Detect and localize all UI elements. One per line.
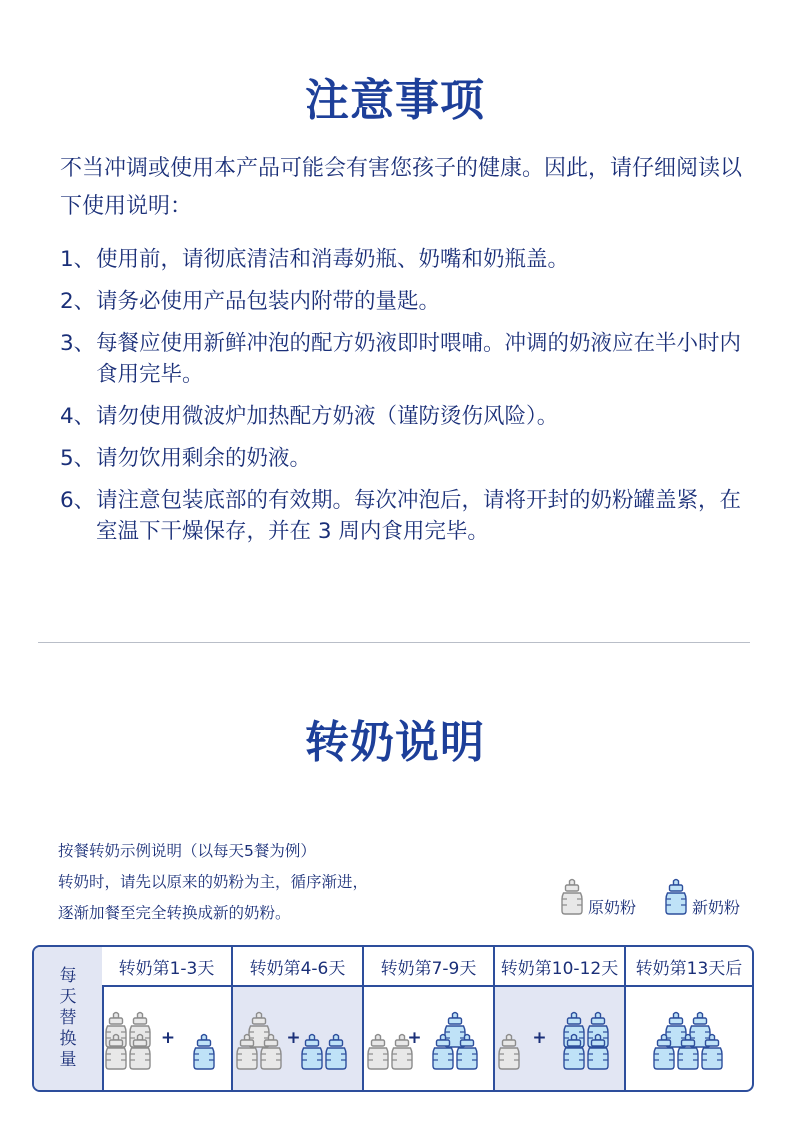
precautions-list: [60, 244, 750, 558]
precaution-text: 请勿使用微波炉加热配方奶液（谨防烫伤风险）。: [96, 404, 559, 429]
new-bottle-icon: [664, 872, 688, 918]
plus-sign: +: [286, 1028, 301, 1048]
row-header: [34, 947, 104, 1090]
transition-column: [102, 947, 233, 1090]
new-bottle-icon: [326, 1035, 346, 1070]
column-header: 转奶第10-12天: [495, 947, 624, 987]
legend-new-label: 新奶粉: [692, 898, 741, 917]
column-header: 转奶第13天后: [626, 947, 752, 987]
precautions-intro: 不当冲调或使用本产品可能会有害您孩子的健康。因此，请仔细阅读以下使用说明：: [60, 156, 743, 219]
plus-sign: +: [532, 1028, 547, 1048]
precaution-item: [60, 401, 750, 432]
precaution-item: [60, 244, 750, 275]
plus-sign: +: [160, 1028, 176, 1048]
transition-column: [233, 947, 364, 1090]
guide-line: 转奶时，请先以原来的奶粉为主，循序渐进，: [58, 873, 369, 891]
new-bottle-icon: [666, 880, 686, 915]
new-bottle-icon: [194, 1035, 214, 1070]
precaution-text: 请务必使用产品包装内附带的量匙。: [96, 289, 441, 314]
row-header-char: 量: [59, 1050, 77, 1070]
transition-column: [626, 947, 752, 1090]
column-header: 转奶第7-9天: [364, 947, 493, 987]
row-header-char: 天: [59, 987, 77, 1007]
transition-column: [495, 947, 626, 1090]
precautions-title: 注意事项: [305, 75, 485, 126]
precaution-number: 5、: [60, 446, 96, 471]
guide-line: 逐渐加餐至完全转换成新的奶粉。: [58, 904, 291, 922]
old-bottle-icon: [499, 1035, 519, 1070]
transition-title: 转奶说明: [305, 717, 485, 768]
section-divider: [38, 642, 750, 643]
bottle-group: [364, 987, 493, 1088]
new-bottle-icon: [302, 1035, 322, 1070]
legend-new: [664, 872, 740, 918]
precaution-text: 请注意包装底部的有效期。每次冲泡后，请将开封的奶粉罐盖紧，在室温下干燥保存，并在 3 周内食用完毕。: [96, 488, 742, 544]
precaution-item: [60, 328, 750, 390]
precaution-item: [60, 443, 750, 474]
column-header: 转奶第1-3天: [102, 947, 231, 987]
transition-table: [32, 945, 754, 1092]
precaution-number: 1、: [60, 247, 96, 272]
precaution-text: 请勿饮用剩余的奶液。: [96, 446, 312, 471]
transition-column: [364, 947, 495, 1090]
bottle-group: [102, 987, 231, 1088]
precaution-number: 2、: [60, 289, 96, 314]
bottle-group: [495, 987, 624, 1088]
row-header-char: 换: [59, 1029, 77, 1049]
legend-old: [560, 872, 636, 918]
precaution-text: 每餐应使用新鲜冲泡的配方奶液即时喂哺。冲调的奶液应在半小时内食用完毕。: [96, 331, 742, 387]
bottle-group: [626, 987, 750, 1088]
precaution-number: 4、: [60, 404, 96, 429]
row-header-char: 每: [59, 966, 77, 986]
precaution-number: 6、: [60, 488, 96, 513]
precaution-item: [60, 286, 750, 317]
old-bottle-icon: [560, 872, 584, 918]
precaution-item: [60, 485, 750, 547]
transition-guide: [58, 836, 368, 929]
column-header: 转奶第4-6天: [233, 947, 362, 987]
bottle-group: [233, 987, 362, 1088]
precaution-text: 使用前，请彻底清洁和消毒奶瓶、奶嘴和奶瓶盖。: [96, 247, 570, 272]
old-bottle-icon: [368, 1035, 388, 1070]
row-header-char: 替: [59, 1008, 77, 1028]
precaution-number: 3、: [60, 331, 96, 356]
plus-sign: +: [407, 1028, 422, 1048]
guide-line: 按餐转奶示例说明（以每天5餐为例）: [58, 842, 316, 860]
legend-old-label: 原奶粉: [588, 898, 637, 917]
old-bottle-icon: [562, 880, 582, 915]
